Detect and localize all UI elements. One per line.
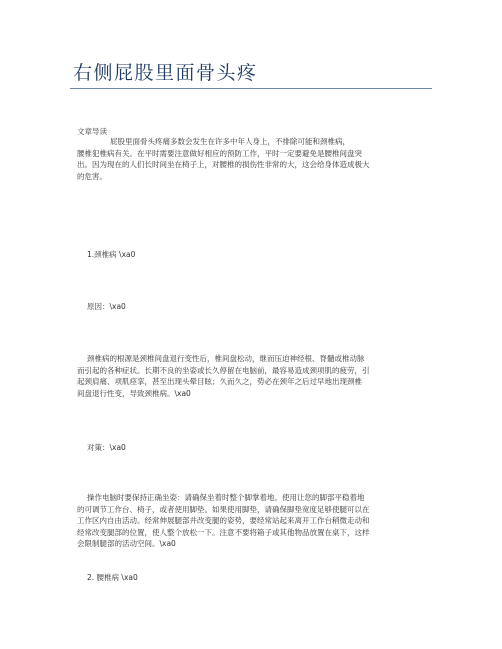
remedy-line: 会限制腿部的活动空间。\xa0 (77, 539, 176, 548)
remedy-line: 的可调节工作台、椅子，或者使用脚垫。如果使用脚垫，请确保脚垫宽度足够使腿可以在 (77, 504, 370, 514)
cause-line: 间盘退行性变，导致颈椎病。\xa0 (77, 388, 191, 398)
remedy-label: 对策：\xa0 (87, 443, 126, 452)
title-divider (70, 88, 432, 89)
guide-line: 腰椎犯椎病有关。在平时需要注意做好相应的预防工作，平时一定要避免是腰椎间盘突 (77, 148, 362, 158)
remedy-line: 工作区内自由活动。经常伸展腿部并改变腿的姿势，要经常站起来离开工作台稍微走动和 (77, 516, 370, 525)
guide-line: 的危害。 (77, 171, 107, 181)
section1-heading: 1.颈椎病 \xa0 (87, 250, 136, 259)
guide-line: 出。因为现在的人们长时间坐在椅子上，对腰椎的损伤性非常的大，这会给身体造成极大 (77, 160, 370, 169)
cause-line: 颈椎病的根源是颈椎间盘退行变性后，椎间盘松动，继而压迫神经根、脊髓或椎动脉 (87, 354, 365, 363)
guide-label: 文章导读 (77, 127, 107, 136)
guide-line: 屁股里面骨头疼痛多数会发生在许多中年人身上，不排除可能和颈椎病， (110, 137, 350, 146)
remedy-line: 经常改变腿部的位置，使人整个放松一下。注意不要将箱子或其他物品放置在桌下，这样 (77, 527, 370, 537)
remedy-line: 操作电脑时要保持正确坐姿：请确保坐着时整个脚掌着地。使用让您的脚部平稳着地 (87, 493, 365, 502)
page-title: 右侧屁股里面骨头疼 (73, 62, 258, 84)
section2-heading: 2. 腰椎病 \xa0 (87, 573, 138, 582)
cause-label: 原因：\xa0 (87, 302, 126, 311)
remedy-paragraph (77, 492, 439, 550)
cause-line: 而引起的各种症状。长期不良的坐姿或长久停留在电脑前，最容易造成颈项肌的疲劳，引 (77, 365, 370, 375)
cause-paragraph (77, 353, 439, 399)
guide-paragraph (77, 136, 439, 182)
cause-line: 起颈肩痛、项肌痉挛，甚至出现头晕目眩；久而久之，势必在颈年之后过早地出现颈椎 (77, 377, 362, 386)
